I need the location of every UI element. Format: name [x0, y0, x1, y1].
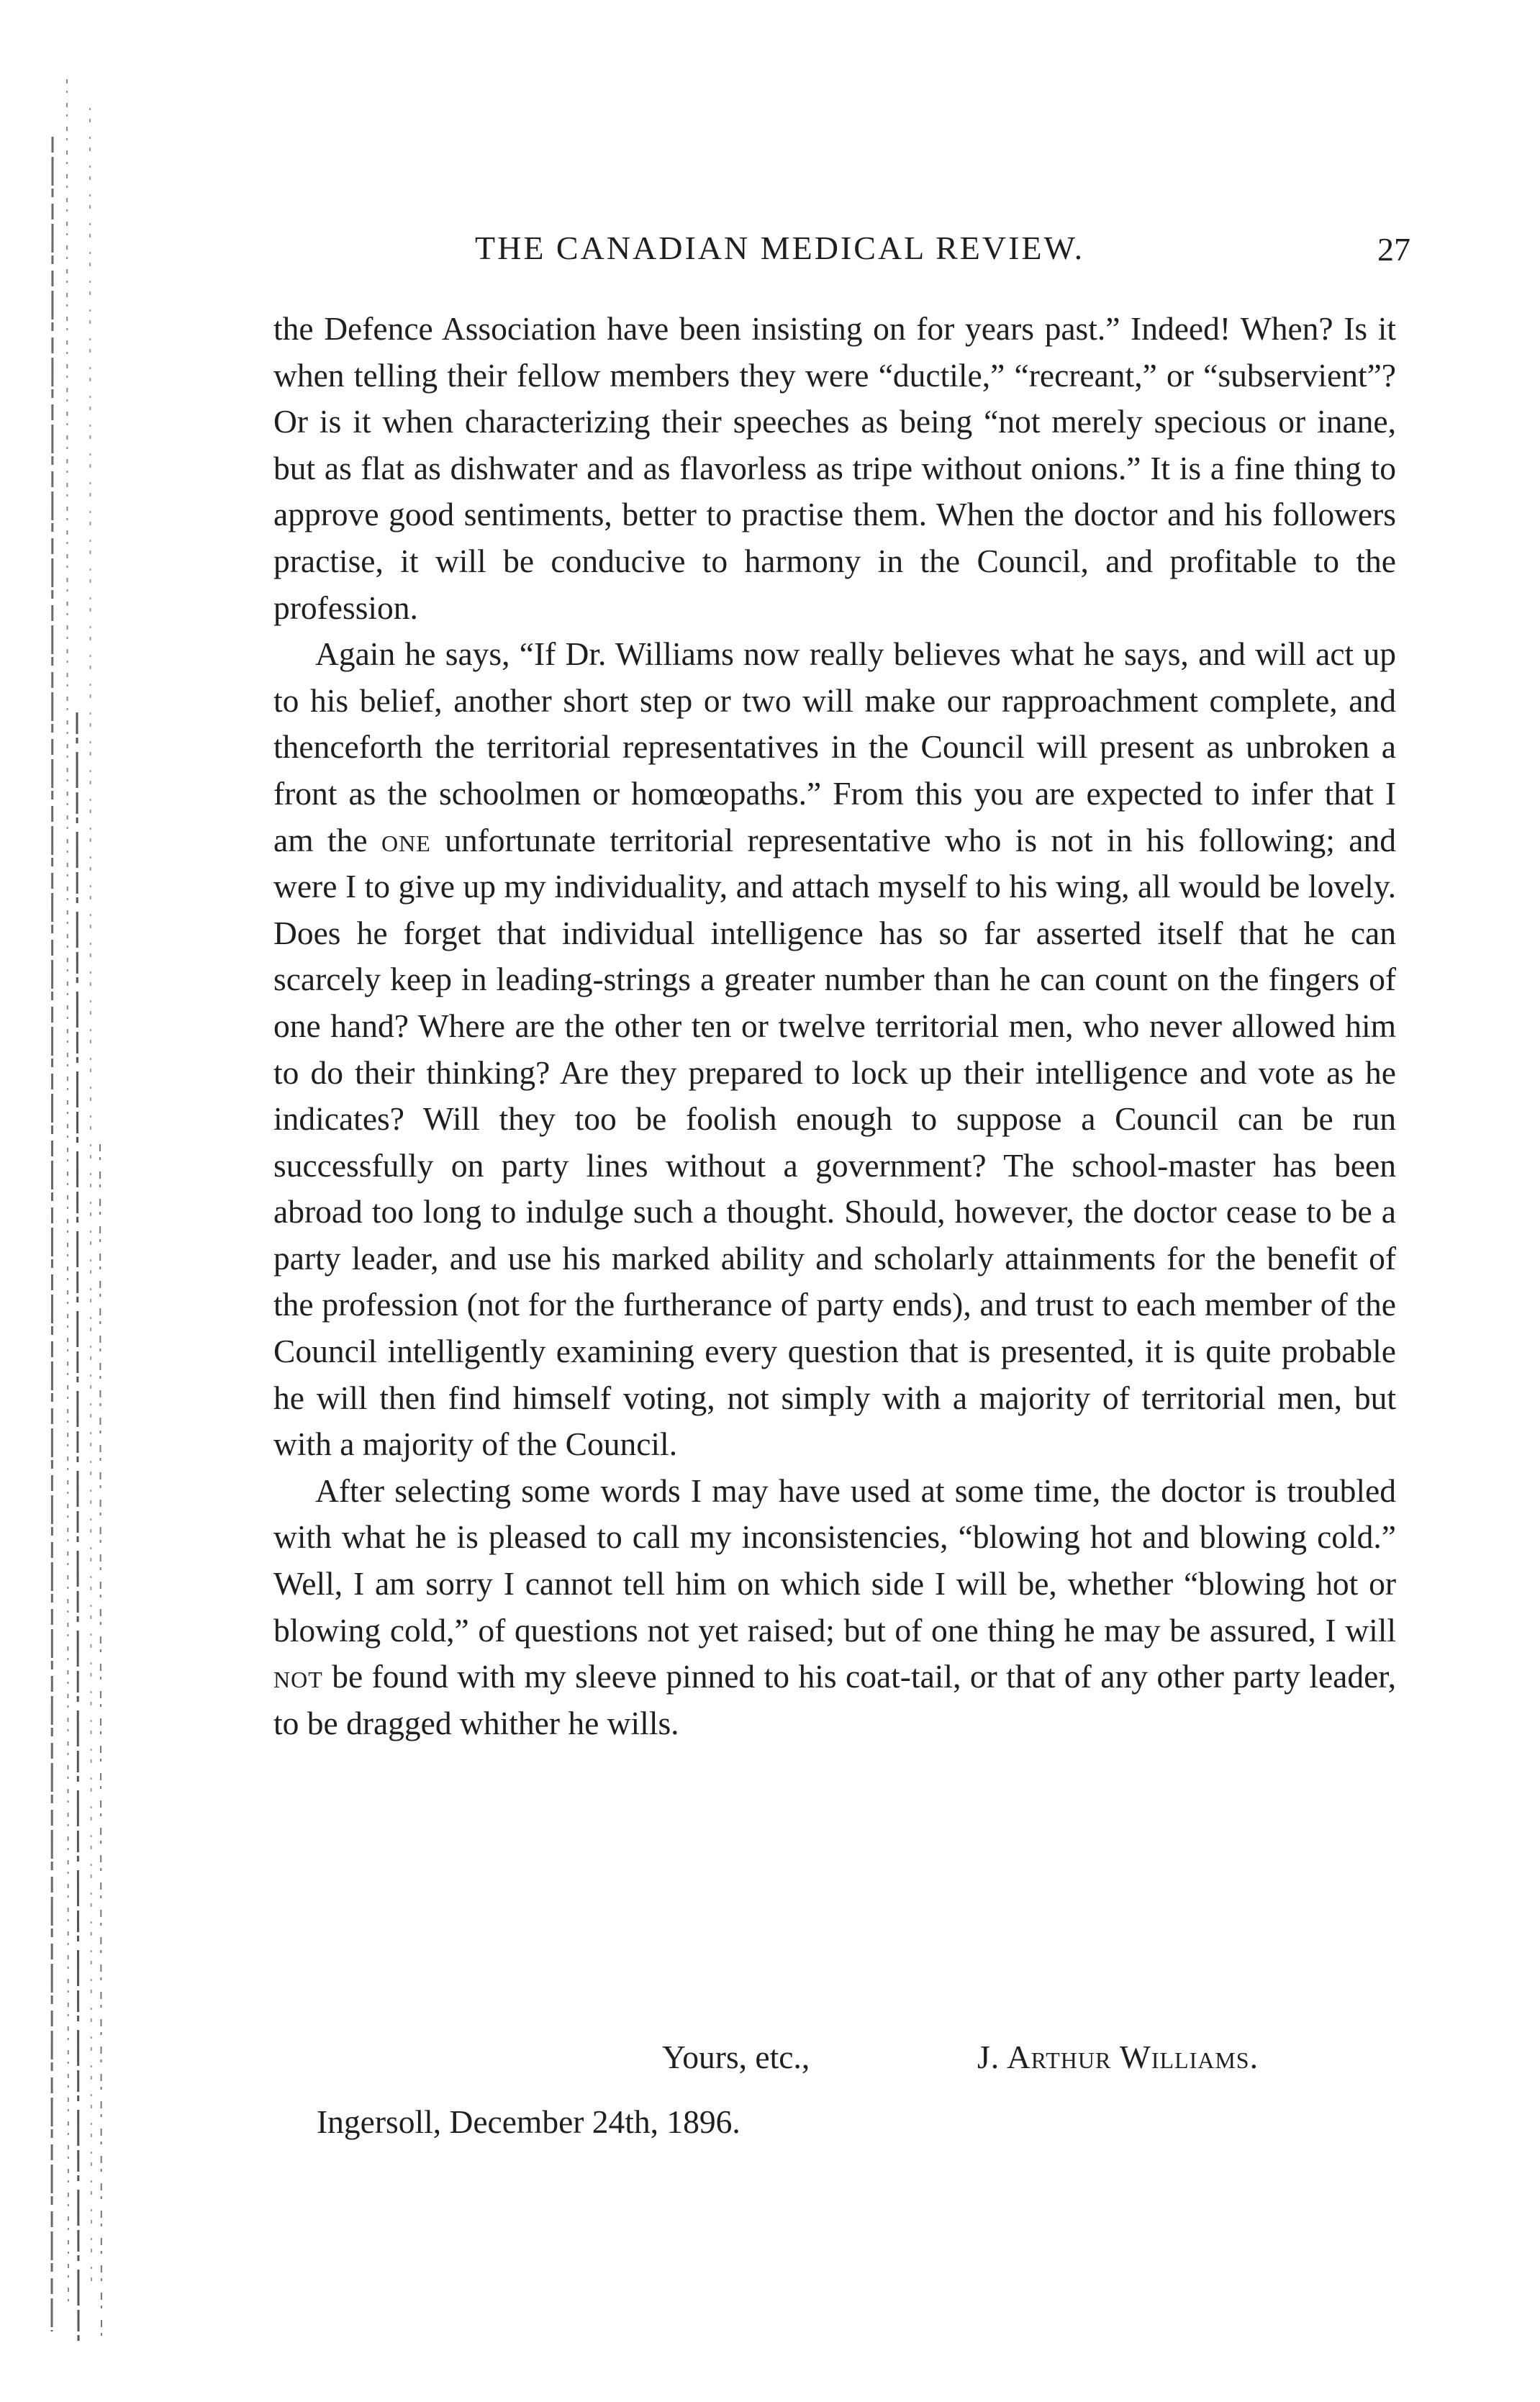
small-caps-one: one	[381, 821, 431, 858]
page-header	[475, 229, 1410, 272]
paragraph-2: Again he says, “If Dr. Williams now really believes what he says, and will act up to his belief, another short step or two will make our rapproachment complete, and thenceforth the territorial representatives in the Council will present as unbroken a front as the schoolmen or homœopaths.” From this you are expected to infer that I am the one unfortunate territorial representative who is not in his following; and were I to give up my individuality, and attach myself to his wing, all would be lovely. Does he forget that individual intelligence has so far asserted itself that he can scarcely keep in leading-strings a greater number than he can count on the fingers of one hand? Where are the other ten or twelve territorial men, who never allowed him to do their thinking? Are they prepared to lock up their intelligence and vote as he indicates? Will they too be foolish enough to suppose a Council can be run successfully on party lines without a government? The school-master has been abroad too long to indulge such a thought. Should, however, the doctor cease to be a party leader, and use his marked ability and scholarly attainments for the benefit of the profession (not for the furtherance of party ends), and trust to each member of the Council intelligently examining every question that is presented, it is quite probable he will then find himself voting, not simply with a majority of territorial men, but with a majority of the Council.	[273, 635, 1397, 1463]
valediction: Yours, etc.,	[662, 2039, 810, 2075]
page-number: 27	[1377, 231, 1410, 268]
paragraph-3: After selecting some words I may have used at some time, the doctor is troubled with what he is pleased to call my inconsistencies, “blowing hot and blowing cold.” Well, I am sorry I cannot tell him on which side I will be, whether “blowing hot or blowing cold,” of questions not yet raised; but of one thing he may be assured, I will not be found with my sleeve pinned to his coat-tail, or that of any other party leader, to be dragged whither he wills.	[273, 1472, 1397, 1741]
small-caps-not: not	[273, 1658, 323, 1695]
dateline: Ingersoll, December 24th, 1896.	[317, 2103, 740, 2140]
article-body	[273, 306, 1396, 1746]
running-title: THE CANADIAN MEDICAL REVIEW.	[475, 230, 1085, 266]
signature: J. Arthur Williams.	[977, 2039, 1259, 2075]
scan-binding-edge	[40, 65, 108, 2353]
paragraph-1: the Defence Association have been insisting on for years past.” Indeed! When? Is it when telling their fellow members they were “ductile,” “recreant,” or “subservient”? Or is it when characterizing their speeches as being “not merely specious or inane, but as flat as dishwater and as flavorless as tripe without onions.” It is a fine thing to approve good sentiments, better to practise them. When the doctor and his followers practise, it will be conducive to harmony in the Council, and profitable to the profession.	[273, 310, 1396, 626]
letter-closing	[273, 2038, 1396, 2081]
